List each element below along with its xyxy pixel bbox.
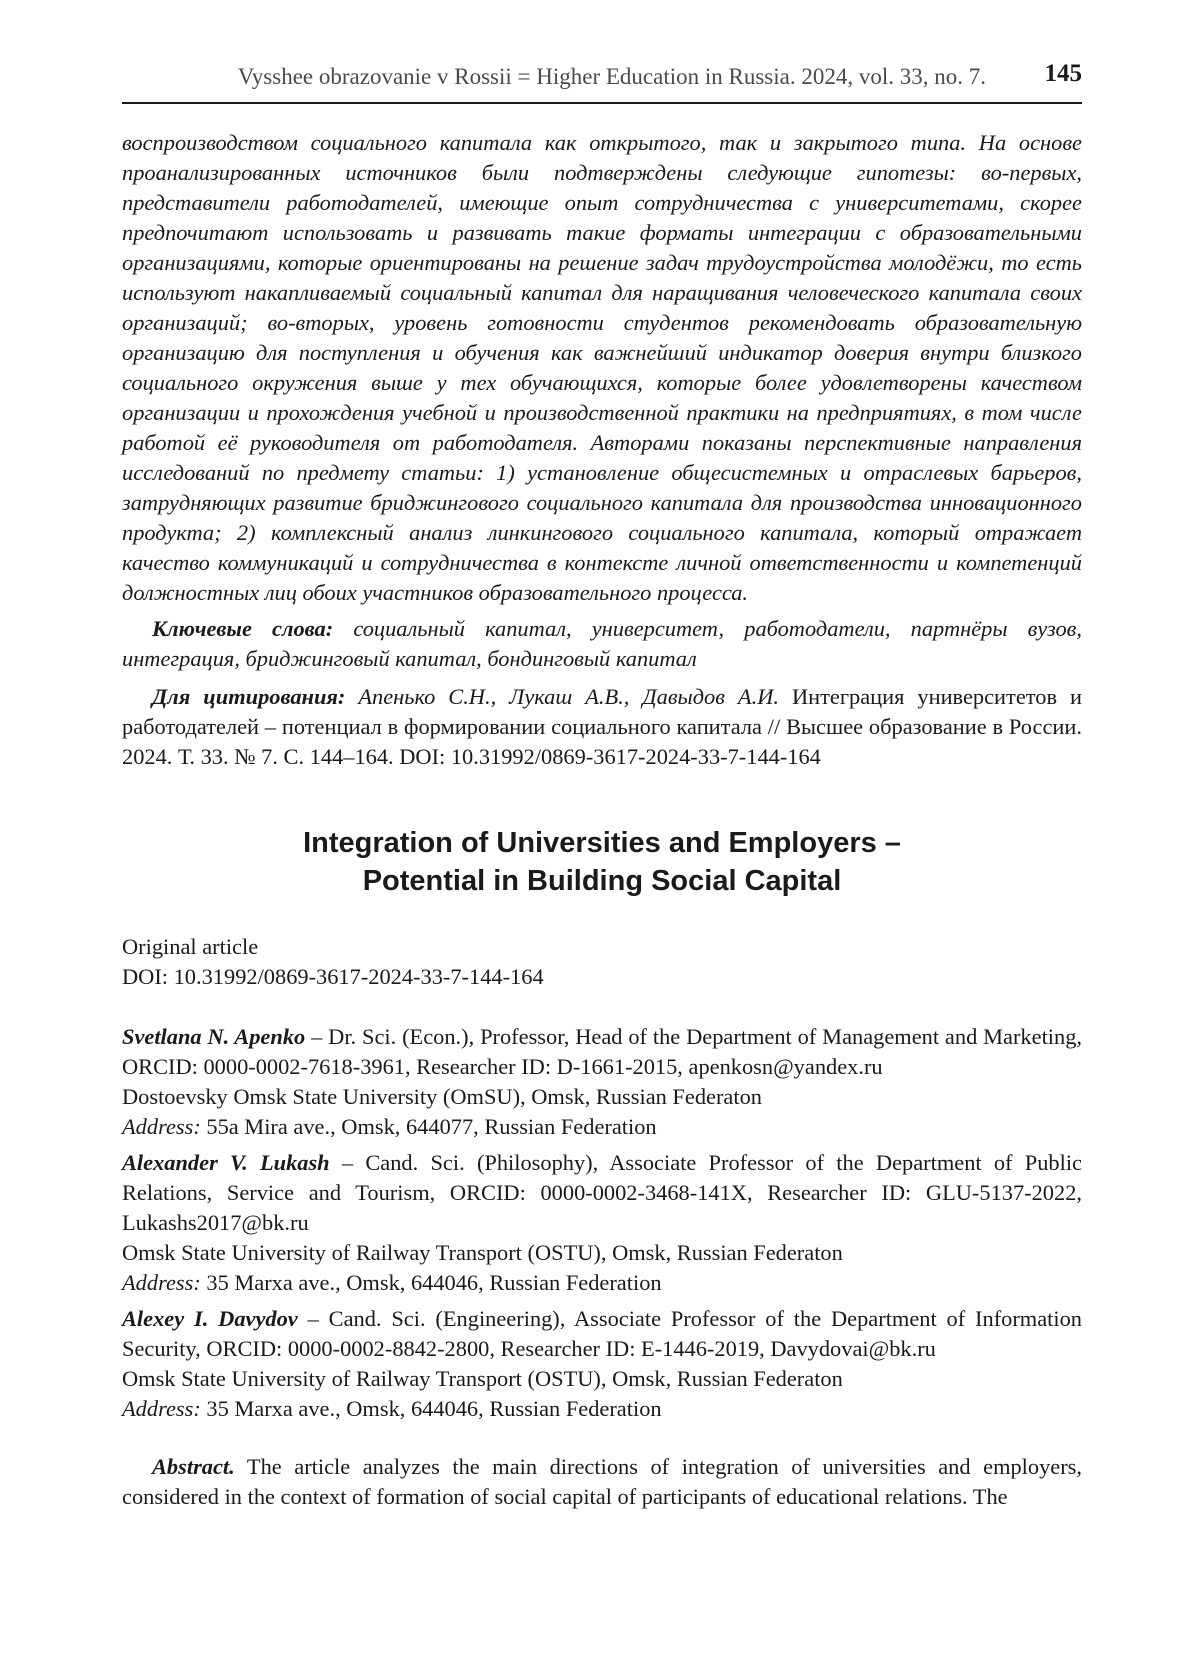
author-apenko [122, 1022, 1082, 1142]
author-details: – Cand. Sci. (Philosophy), Associate Professor of the Department of Public Relations, Service and Tourism, ORCID: 0000-0002-3468-141X, Researcher ID: GLU-5137-2022, Lukashs2017@bk.ru [122, 1150, 1082, 1235]
author-davydov [122, 1304, 1082, 1424]
author-name: Svetlana N. Apenko [122, 1024, 306, 1049]
address-label: Address: [122, 1270, 201, 1295]
article-meta [122, 932, 1082, 992]
english-title-line-2: Potential in Building Social Capital [362, 865, 842, 897]
author-address [122, 1112, 1082, 1142]
author-name: Alexander V. Lukash [122, 1150, 330, 1175]
abstract-text: The article analyzes the main directions of integration of universities and employers, considered in the context of formation of social capital of participants of educational relations. The [122, 1454, 1082, 1509]
citation-authors: Апенько С.Н., Лукаш А.В., Давыдов А.И. [345, 684, 779, 709]
address-text: 35 Marxa ave., Omsk, 644046, Russian Federation [200, 1396, 662, 1421]
keywords [122, 614, 1082, 674]
address-label: Address: [122, 1114, 201, 1139]
citation-label: Для цитирования: [152, 684, 346, 709]
author-affiliation: Dostoevsky Omsk State University (OmSU), Omsk, Russian Federaton [122, 1084, 762, 1109]
english-title-line-1: Integration of Universities and Employers – [303, 827, 901, 859]
authors-block [122, 1022, 1082, 1424]
english-title [122, 824, 1082, 900]
page-content [122, 128, 1082, 1512]
author-name: Alexey I. Davydov [122, 1306, 298, 1331]
article-type: Original article [122, 934, 259, 959]
page-number: 145 [1044, 60, 1082, 87]
english-abstract [122, 1452, 1082, 1512]
abstract-label: Abstract. [152, 1454, 235, 1479]
article-doi: DOI: 10.31992/0869-3617-2024-33-7-144-164 [122, 964, 544, 989]
address-text: 35 Marxa ave., Omsk, 644046, Russian Federation [200, 1270, 662, 1295]
author-affiliation: Omsk State University of Railway Transport (OSTU), Omsk, Russian Federaton [122, 1240, 843, 1265]
author-details: – Dr. Sci. (Econ.), Professor, Head of the Department of Management and Marketing, ORCID: 0000-0002-7618-3961, Researcher ID: D-1661-2015, apenkosn@yandex.ru [122, 1024, 1082, 1079]
address-label: Address: [122, 1396, 201, 1421]
journal-line: Vysshee obrazovanie v Rossii = Higher Education in Russia. 2024, vol. 33, no. 7. [237, 64, 986, 89]
author-lukash [122, 1148, 1082, 1298]
author-affiliation: Omsk State University of Railway Transport (OSTU), Omsk, Russian Federaton [122, 1366, 843, 1391]
keywords-label: Ключевые слова: [152, 616, 334, 641]
running-header [122, 58, 1082, 104]
keywords-text: социальный капитал, университет, работодатели, партнёры вузов, интеграция, бриджинговый капитал, бондинговый капитал [122, 616, 1082, 671]
ru-abstract-continuation: воспроизводством социального капитала как открытого, так и закрытого типа. На основе проанализированных источников были подтверждены следующие гипотезы: во-первых, представители работодателей, имеющие опыт сотрудничества с университетами, скорее предпочитают использовать и развивать такие форматы интеграции с образовательными организациями, которые ориентированы на решение задач трудоустройства молодёжи, то есть используют накапливаемый социальный капитал для наращивания человеческого капитала своих организаций; во-вторых, уровень готовности студентов рекомендовать образовательную организацию для поступления и обучения как важнейший индикатор доверия внутри близкого социального окружения выше у тех обучающихся, которые более удовлетворены качеством организации и прохождения учебной и производственной практики на предприятиях, в том числе работой её руководителя от работодателя. Авторами показаны перспективные направления исследований по предмету статьи: 1) установление общесистемных и отраслевых барьеров, затрудняющих развитие бриджингового социального капитала для производства инновационного продукта; 2) комплексный анализ линкингового социального капитала, который отражает качество коммуникаций и сотрудничества в контексте личной ответственности и компетенций должностных лиц обоих участников образовательного процесса. [122, 130, 1082, 605]
address-text: 55a Mira ave., Omsk, 644077, Russian Federation [200, 1114, 657, 1139]
citation [122, 682, 1082, 772]
author-details: – Cand. Sci. (Engineering), Associate Professor of the Department of Information Security, ORCID: 0000-0002-8842-2800, Researcher ID: E-1446-2019, Davydovai@bk.ru [122, 1306, 1082, 1361]
author-address [122, 1268, 1082, 1298]
citation-text: Интеграция университетов и работодателей – потенциал в формировании социального капитала // Высшее образование в России. 2024. Т. 33. № 7. С. 144–164. DOI: 10.31992/0869-3617-2024-33-7-144-164 [122, 684, 1082, 769]
author-address [122, 1394, 1082, 1424]
